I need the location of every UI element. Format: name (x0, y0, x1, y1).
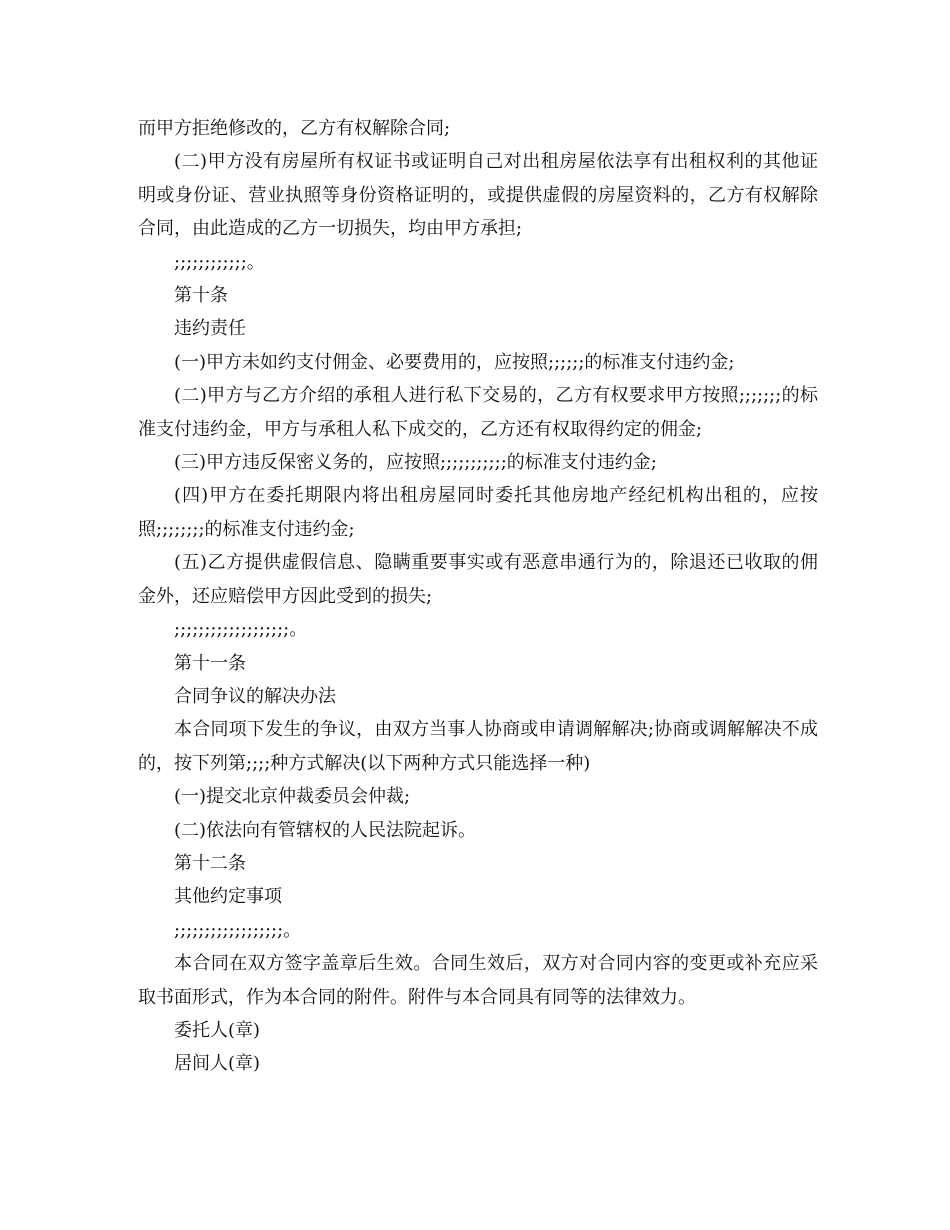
article-heading-12: 第十二条 (174, 852, 246, 874)
article-title-10: 违约责任 (174, 318, 246, 340)
signature-intermediary: 居间人(章) (174, 1053, 261, 1075)
paragraph-continuation: 而甲方拒绝修改的，乙方有权解除合同; (138, 118, 451, 139)
paragraph-dispute-option-1: (一)提交北京仲裁委员会仲裁; (174, 786, 411, 808)
article-title-11: 合同争议的解决办法 (174, 685, 336, 707)
paragraph-clause-2: (二)甲方没有房屋所有权证书或证明自己对出租房屋依法享有出租权利的其他证明或身份证、营业执照等身份资格证明的，或提供虚假的房屋资料的，乙方有权解除合同，由此造成的乙方一切损失，均由甲方承担; (138, 151, 818, 240)
paragraph-penalty-2: (二)甲方与乙方介绍的承租人进行私下交易的，乙方有权要求甲方按照;;;;;;;的标准支付违约金，甲方与承租人私下成交的，乙方还有权取得约定的佣金; (138, 385, 818, 440)
document-page (138, 112, 818, 1081)
paragraph-penalty-1: (一)甲方未如约支付佣金、必要费用的，应按照;;;;;;的标准支付违约金; (174, 351, 735, 373)
paragraph-blank-fill: ;;;;;;;;;;;;;;;;;;。 (174, 919, 302, 941)
paragraph-dispute: 本合同项下发生的争议，由双方当事人协商或申请调解解决;协商或调解解决不成的，按下列第;;;;种方式解决(以下两种方式只能选择一种) (138, 719, 818, 774)
paragraph-penalty-4: (四)甲方在委托期限内将出租房屋同时委托其他房地产经纪机构出租的，应按照;;;;;;;;的标准支付违约金; (138, 485, 818, 540)
paragraph-blank-fill: ;;;;;;;;;;;;。 (174, 251, 265, 273)
article-title-12: 其他约定事项 (174, 886, 282, 908)
paragraph-penalty-3: (三)甲方违反保密义务的，应按照;;;;;;;;;;;的标准支付违约金; (174, 452, 657, 474)
paragraph-effectiveness: 本合同在双方签字盖章后生效。合同生效后，双方对合同内容的变更或补充应采取书面形式，作为本合同的附件。附件与本合同具有同等的法律效力。 (138, 953, 818, 1008)
signature-principal: 委托人(章) (174, 1019, 261, 1041)
article-heading-11: 第十一条 (174, 652, 246, 674)
paragraph-blank-fill: ;;;;;;;;;;;;;;;;;;;。 (174, 619, 308, 641)
paragraph-dispute-option-2: (二)依法向有管辖权的人民法院起诉。 (174, 819, 477, 841)
article-heading-10: 第十条 (174, 285, 228, 307)
paragraph-penalty-5: (五)乙方提供虚假信息、隐瞒重要事实或有恶意串通行为的，除退还已收取的佣金外，还应赔偿甲方因此受到的损失; (138, 552, 818, 607)
